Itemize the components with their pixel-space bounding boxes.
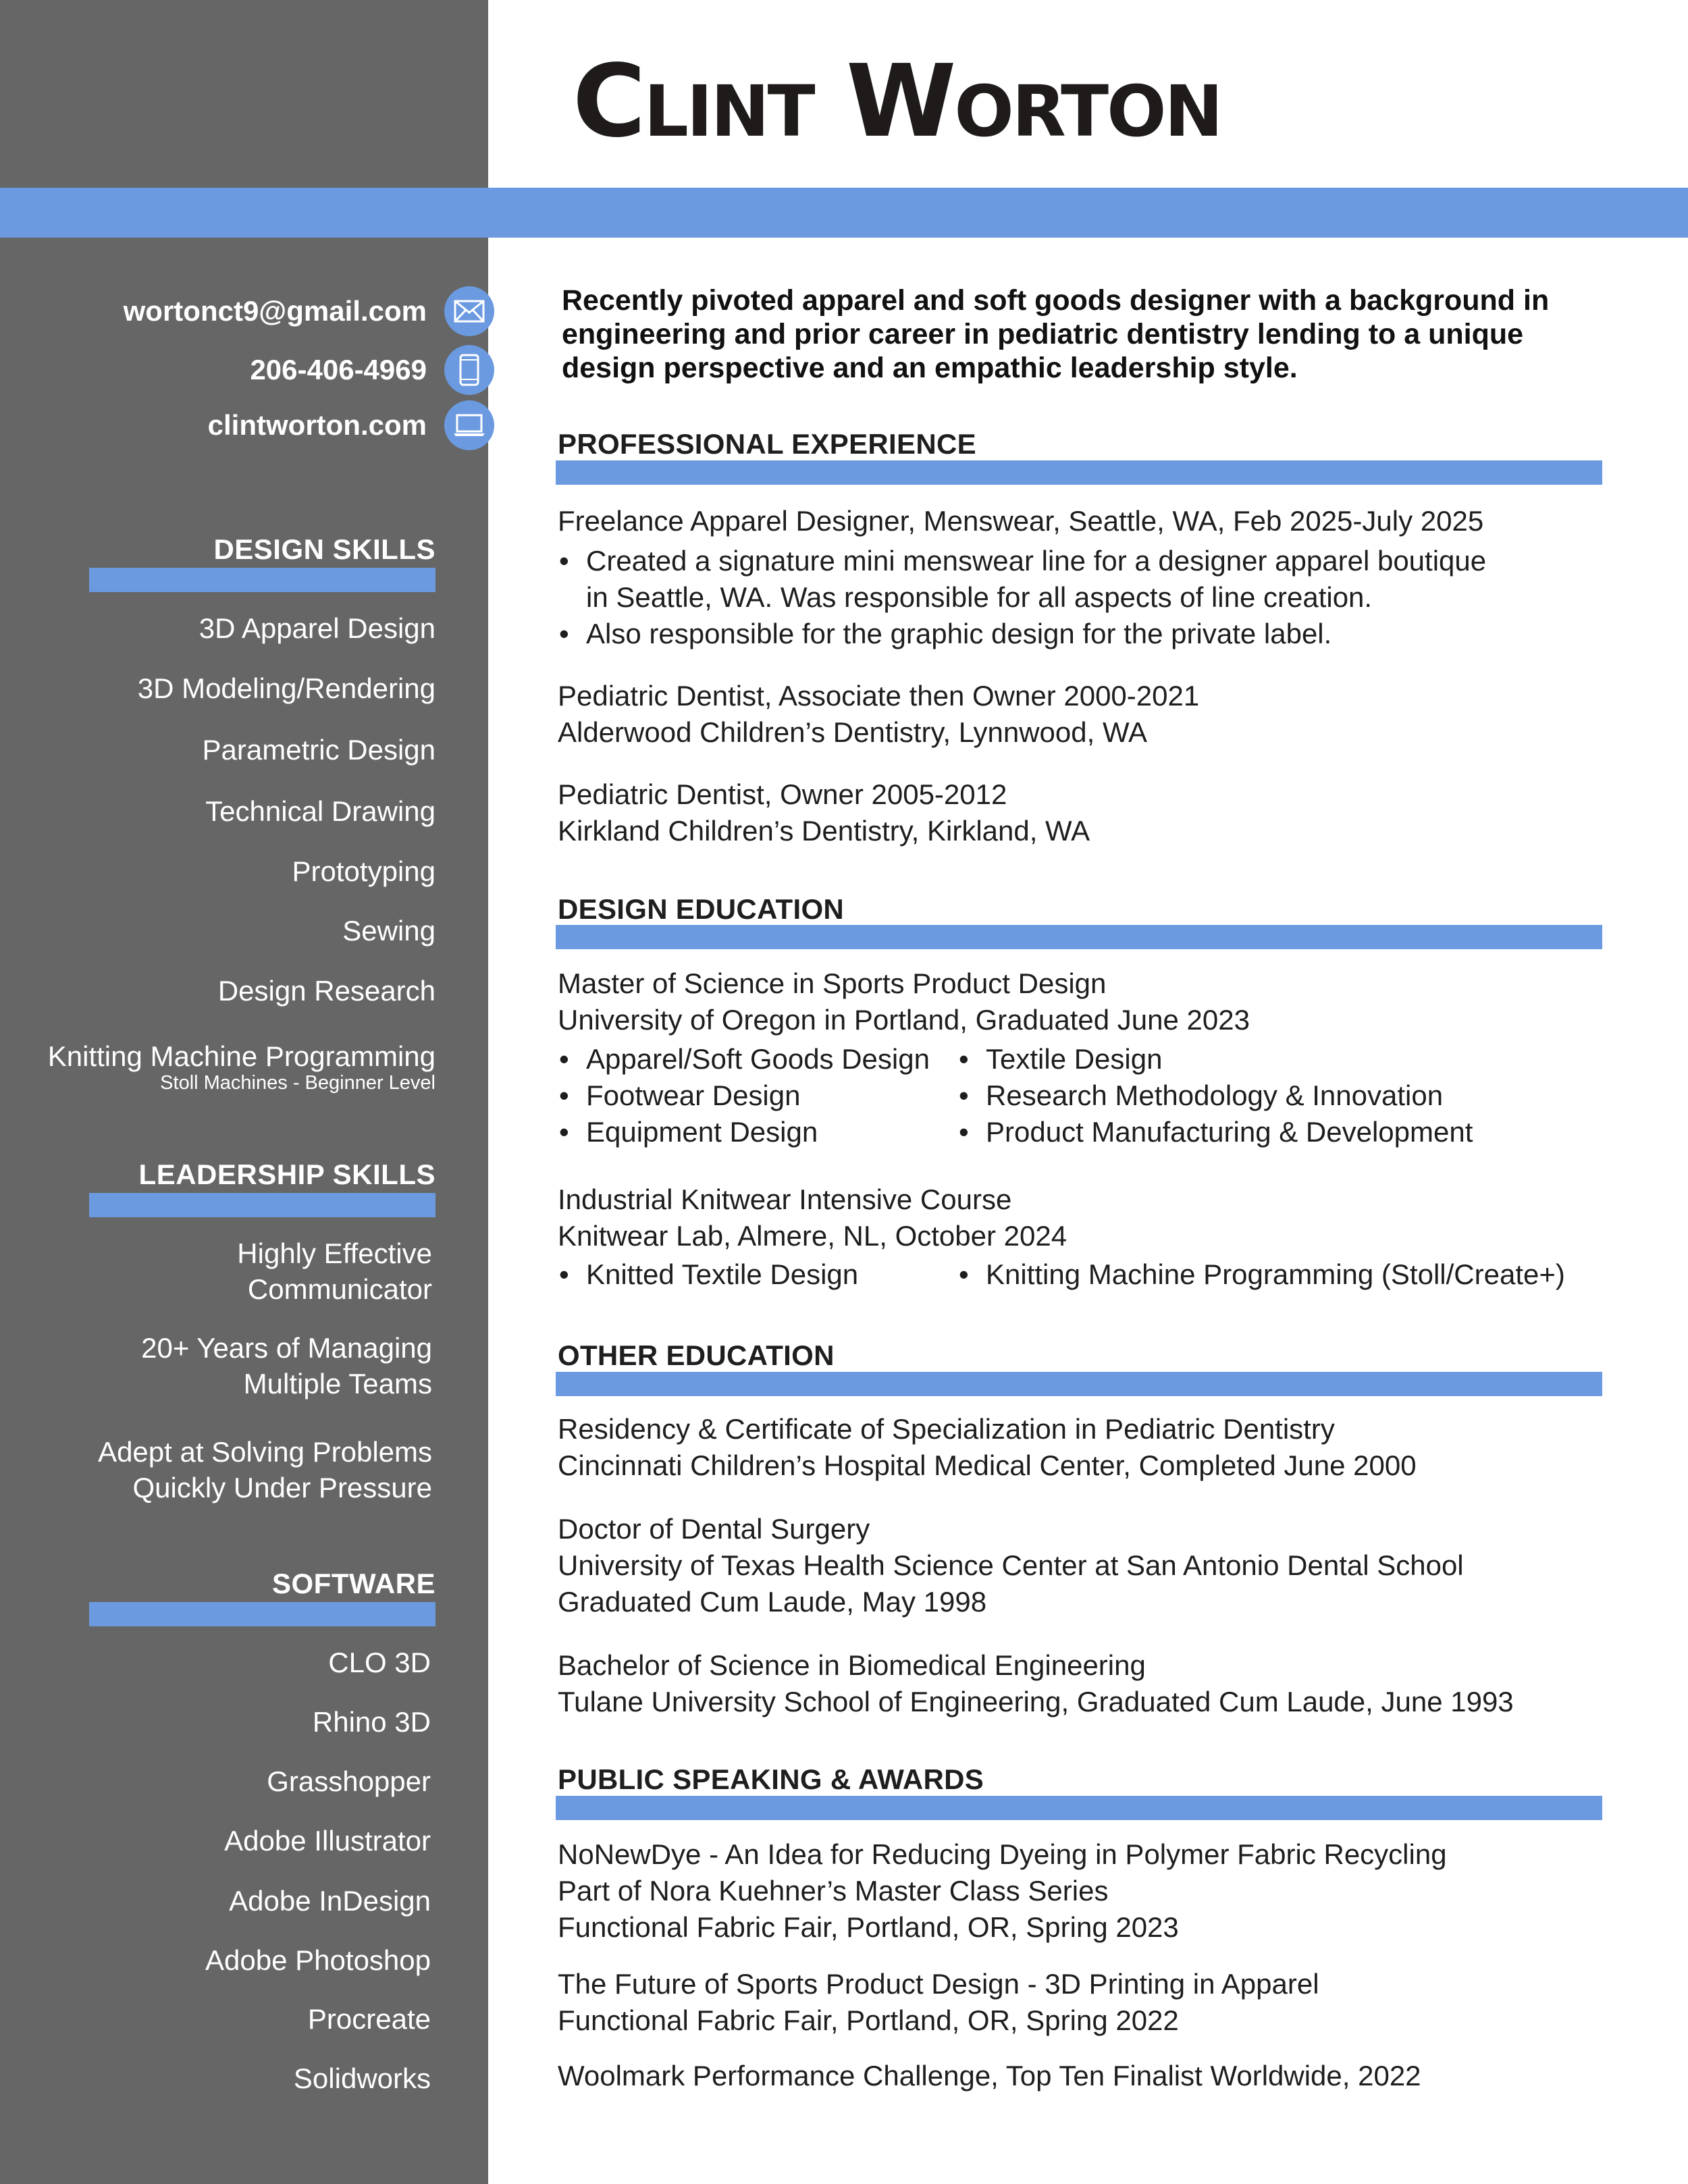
leadership-skills-bar [89,1193,436,1217]
contact-website[interactable] [208,402,494,449]
skill-item: Design Research [217,975,436,1007]
skill-item: Parametric Design [202,734,436,766]
contact-phone[interactable] [250,346,494,394]
course-school: Knitwear Lab, Almere, NL, October 2024 [558,1220,1067,1252]
course-bullet: • Research Methodology & Innovation [986,1077,1443,1114]
skill-item: Prototyping [292,855,436,887]
talk-line: The Future of Sports Product Design - 3D Printing in Apparel [558,1968,1319,2000]
other-education-heading: OTHER EDUCATION [558,1339,835,1371]
header-band [0,188,1688,238]
other-education-bar [556,1372,1602,1396]
course-bullet: • Equipment Design [586,1114,818,1150]
award-line: Woolmark Performance Challenge, Top Ten Finalist Worldwide, 2022 [558,2060,1421,2092]
leadership-skills-heading: LEADERSHIP SKILLS [138,1158,436,1190]
course-bullet: • Product Manufacturing & Development [986,1114,1473,1150]
software-item: Solidworks [293,2062,431,2094]
phone-text[interactable]: 206-406-4969 [250,354,427,385]
skill-item: 3D Apparel Design [199,612,436,644]
skill-item: Technical Drawing [205,795,436,827]
software-item: Rhino 3D [312,1706,431,1738]
design-education-heading: DESIGN EDUCATION [558,893,845,925]
software-item: Adobe Photoshop [205,1944,431,1976]
job-bullet: • Created a signature mini menswear line for a designer apparel boutique [586,543,1486,579]
phone-icon [444,345,494,395]
software-item: Grasshopper [267,1765,431,1797]
leadership-item: Quickly Under Pressure [132,1472,432,1503]
skill-item: 3D Modeling/Rendering [137,672,436,704]
leadership-item: 20+ Years of Managing [141,1332,432,1364]
experience-heading: PROFESSIONAL EXPERIENCE [558,428,976,460]
course-bullet: • Footwear Design [586,1077,800,1114]
email-text[interactable]: wortonct9@gmail.com [123,295,427,327]
design-skills-bar [89,568,436,592]
leadership-item: Adept at Solving Problems [98,1436,432,1468]
degree-school: University of Oregon in Portland, Graduated June 2023 [558,1004,1250,1036]
course-bullet: • Knitted Textile Design [586,1256,858,1293]
talk-line: Part of Nora Kuehner’s Master Class Series [558,1875,1109,1907]
degree-title: Master of Science in Sports Product Design [558,967,1107,999]
degree-title: Bachelor of Science in Biomedical Engineering [558,1649,1146,1681]
talk-line: Functional Fabric Fair, Portland, OR, Spring 2023 [558,1911,1179,1943]
software-heading: SOFTWARE [272,1568,436,1599]
degree-school: Cincinnati Children’s Hospital Medical Center, Completed June 2000 [558,1449,1417,1481]
design-skills-heading: DESIGN SKILLS [213,533,436,565]
contact-email[interactable] [124,288,494,335]
degree-title: Doctor of Dental Surgery [558,1513,870,1545]
software-item: Procreate [307,2003,431,2035]
software-bar [89,1602,436,1626]
course-bullet: • Textile Design [986,1041,1162,1077]
job-bullet: • Also responsible for the graphic design for the private label. [586,616,1331,652]
website-text[interactable]: clintworton.com [207,409,427,441]
job-title: Pediatric Dentist, Owner 2005-2012 [558,778,1007,810]
experience-bar [556,460,1602,485]
speaking-bar [556,1796,1602,1820]
software-item: Adobe Illustrator [224,1825,431,1857]
summary-line: engineering and prior career in pediatric dentistry lending to a unique [562,318,1524,350]
envelope-icon [444,286,494,336]
software-item: Adobe InDesign [229,1885,431,1917]
talk-line: Functional Fabric Fair, Portland, OR, Spring 2022 [558,2004,1179,2036]
summary-line: Recently pivoted apparel and soft goods designer with a background in [562,284,1550,317]
degree-grad: Graduated Cum Laude, May 1998 [558,1586,987,1618]
speaking-heading: PUBLIC SPEAKING & AWARDS [558,1763,984,1795]
job-bullet-cont: in Seattle, WA. Was responsible for all aspects of line creation. [586,581,1373,613]
course-title: Industrial Knitwear Intensive Course [558,1183,1012,1215]
degree-school: University of Texas Health Science Center at San Antonio Dental School [558,1549,1464,1581]
leadership-item: Highly Effective [237,1237,432,1269]
software-item: CLO 3D [328,1647,431,1678]
job-place: Kirkland Children’s Dentistry, Kirkland, WA [558,815,1090,847]
skill-note: Stoll Machines - Beginner Level [160,1072,436,1094]
degree-school: Tulane University School of Engineering, Graduated Cum Laude, June 1993 [558,1686,1514,1717]
summary-line: design perspective and an empathic leadership style. [562,352,1298,384]
leadership-item: Multiple Teams [243,1368,432,1400]
skill-item: Knitting Machine Programming [47,1040,436,1072]
leadership-item: Communicator [247,1273,432,1305]
degree-title: Residency & Certificate of Specialization in Pediatric Dentistry [558,1413,1335,1445]
skill-item: Sewing [342,915,436,947]
job-place: Alderwood Children’s Dentistry, Lynnwood, WA [558,716,1148,748]
summary [562,284,1602,385]
course-bullet: • Apparel/Soft Goods Design [586,1041,930,1077]
job-title: Freelance Apparel Designer, Menswear, Seattle, WA, Feb 2025-July 2025 [558,505,1484,537]
design-education-bar [556,925,1602,949]
laptop-icon [444,400,494,450]
course-bullet: • Knitting Machine Programming (Stoll/Create+) [986,1256,1565,1293]
job-title: Pediatric Dentist, Associate then Owner 2000-2021 [558,680,1200,712]
page-title: Clint Worton [573,43,1221,159]
talk-line: NoNewDye - An Idea for Reducing Dyeing in Polymer Fabric Recycling [558,1838,1447,1870]
